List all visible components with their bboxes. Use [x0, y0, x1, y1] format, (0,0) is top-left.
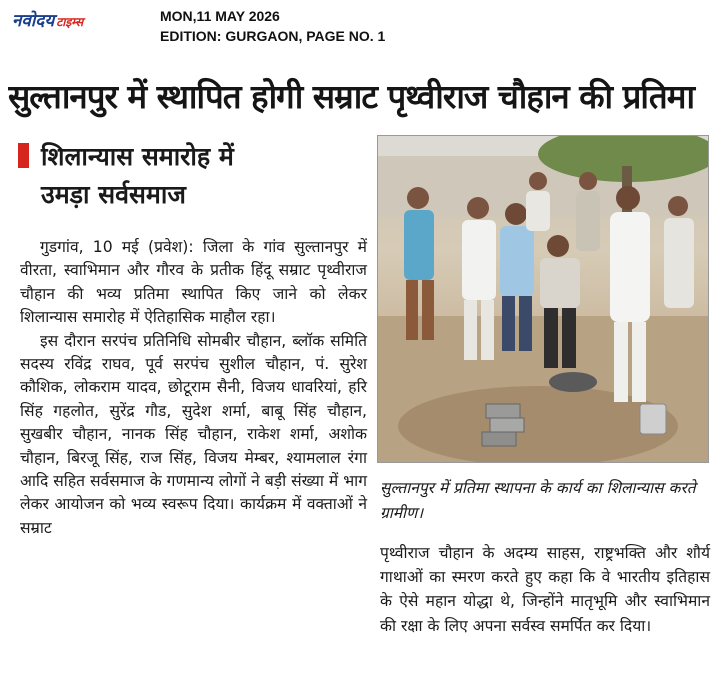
- article-paragraph-3: पृथ्वीराज चौहान के अदम्य साहस, राष्ट्रभक्ति और शौर्य गाथाओं का स्मरण करते हुए कहा कि वे भारतीय इतिहास के ऐसे महान योद्धा थे, जिन्होंने मातृभूमि और स्वाभिमान की रक्षा के लिए अपना सर्वस्व समर्पित कर दिया।: [380, 544, 710, 635]
- photo-bucket: [640, 404, 666, 434]
- photo-illustration: [378, 136, 708, 462]
- article-paragraph-1: गुडगांव, 10 मई (प्रवेश): जिला के गांव सुल्तानपुर में वीरता, स्वाभिमान और गौरव के प्रतीक हिंदू सम्राट पृथ्वीराज चौहान की भव्य प्रतिमा स्थापित किए जाने को लेकर शिलान्यास समारोह में ऐतिहासिक माहौल रहा।: [20, 238, 367, 327]
- article-body-left: [20, 236, 367, 540]
- issue-date: MON,11 MAY 2026: [160, 8, 280, 24]
- edition-info: [160, 6, 385, 46]
- article-headline: सुल्तानपुर में स्थापित होगी सम्राट पृथ्वीराज चौहान की प्रतिमा: [8, 77, 695, 116]
- logo-main-text: नवोदय: [12, 11, 55, 31]
- article-photo[interactable]: [377, 135, 709, 463]
- subhead-marker: [18, 143, 29, 168]
- newspaper-logo[interactable]: [12, 8, 83, 31]
- subhead-line-1: शिलान्यास समारोह में: [41, 142, 234, 171]
- edition-page: EDITION: GURGAON, PAGE NO. 1: [160, 28, 386, 44]
- article-body-right: [380, 541, 710, 638]
- subhead-line-2: उमड़ा सर्वसमाज: [41, 180, 186, 209]
- article-subhead: [18, 138, 363, 214]
- logo-sub-text: टाइम्स: [56, 15, 84, 29]
- photo-caption: सुल्तानपुर में प्रतिमा स्थापना के कार्य का शिलान्यास करते ग्रामीण।: [380, 479, 696, 522]
- masthead: [0, 0, 725, 60]
- photo-tray: [549, 372, 597, 392]
- article-paragraph-2: इस दौरान सरपंच प्रतिनिधि सोमबीर चौहान, ब्लॉक समिति सदस्य रविंद्र राघव, पूर्व सरपंच सुशील चौहान, पं. सुरेश कौशिक, लोकराम यादव, छोटूराम सैनी, विजय धावरियां, हरि सिंह गहलोत, सुरेंद्र गौड, सुदेश शर्मा, बाबू सिंह चौहान, सुखबीर चौहान, नानक सिंह चौहान, राकेश शर्मा, अशोक चौहान, बिरजू सिंह, राज सिंह, विजय मेम्बर, श्यामलाल रंगा आदि सहित सर्वसमाज के गणमान्य लोगों ने बड़ी संख्या में भाग लेकर आयोजन को भव्य स्वरूप दिया। कार्यक्रम में वक्ताओं ने सम्राट: [20, 331, 367, 537]
